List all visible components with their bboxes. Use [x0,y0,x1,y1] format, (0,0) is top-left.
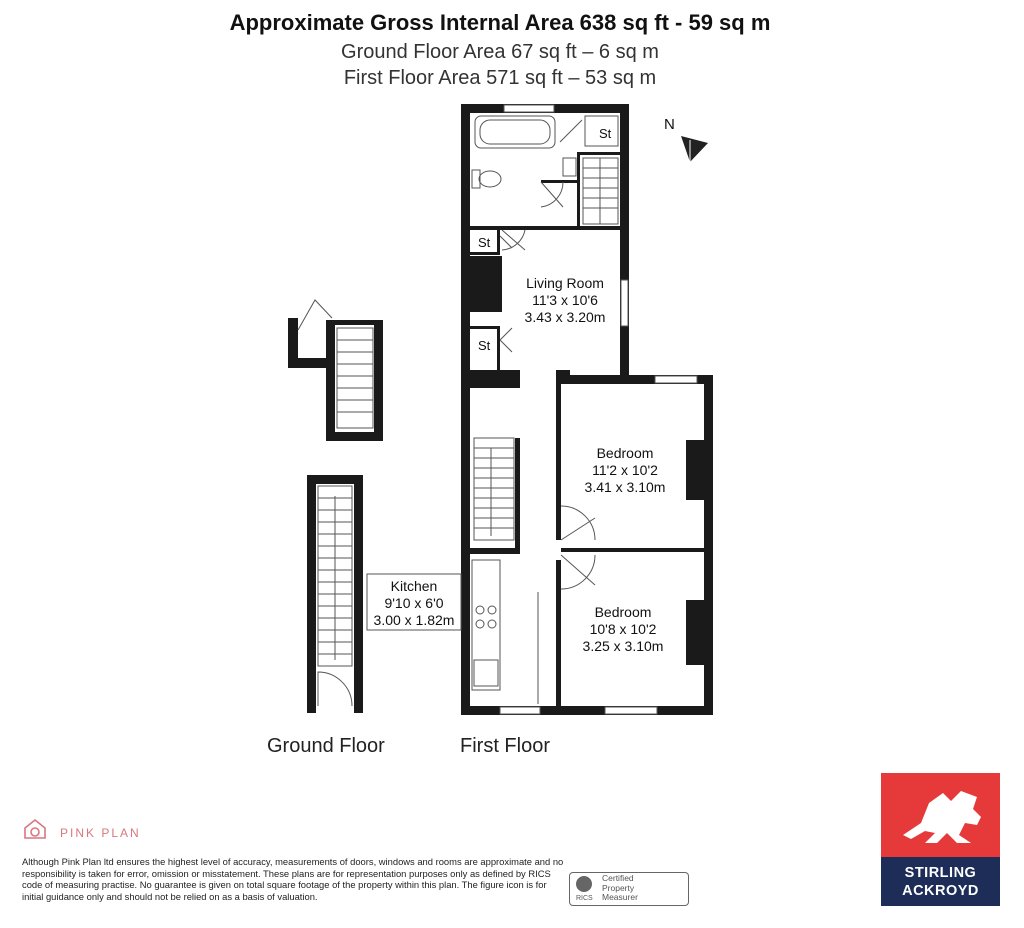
room-imperial: 11'2 x 10'2 [592,462,658,478]
page-title: Approximate Gross Internal Area 638 sq ft - 59 sq m [229,10,771,35]
company-name: PINK PLAN [60,826,141,840]
disclaimer-text: Although Pink Plan ltd ensures the highest level of accuracy, measurements of doors, windows and rooms are approximate and no responsibility is taken for error, omission or misstatement. These plans are for representation purposes only as defined by RICS code of measuring practise. No guarantee is given on total square footage of the property within this plan. The figure icon is for initial guidance only and should not be relied on as a basis of valuation. [22,856,564,902]
rics-badge-text: Certified Property Measurer [602,873,638,902]
first-floor-area: First Floor Area 571 sq ft – 53 sq m [343,67,657,89]
stirling-ackroyd-logo [881,773,1000,906]
storage-label: St [478,338,491,353]
room-imperial: 9'10 x 6'0 [384,595,444,611]
room-imperial: 11'3 x 10'6 [532,292,598,308]
first-floor-label: First Floor [460,735,550,757]
bedroom-2-label [568,604,678,655]
room-name: Kitchen [390,578,438,594]
room-metric: 3.25 x 3.10m [582,638,664,654]
compass-arrow-icon [681,136,708,162]
room-metric: 3.00 x 1.82m [373,612,455,628]
room-metric: 3.43 x 3.20m [524,309,606,325]
room-metric: 3.41 x 3.10m [584,479,666,495]
ground-floor-area: Ground Floor Area 67 sq ft – 6 sq m [341,41,659,63]
ground-floor-label: Ground Floor [267,735,385,757]
storage-label: St [599,126,612,141]
brand-line-1: STIRLING [904,865,977,881]
room-imperial: 10'8 x 10'2 [589,621,657,637]
svg-text:RICS: RICS [576,895,593,902]
kitchen-label [367,578,461,629]
compass-label: N [664,116,675,133]
griffin-icon [881,773,1000,857]
room-name: Bedroom [594,604,652,620]
pink-plan-logo-icon [25,820,45,838]
living-room-label [510,275,620,326]
brand-line-2: ACKROYD [902,883,979,899]
room-name: Bedroom [596,445,654,461]
storage-label: St [478,235,491,250]
room-name: Living Room [526,275,604,291]
brand-red-panel [881,773,1000,857]
bedroom-1-label [570,445,680,496]
